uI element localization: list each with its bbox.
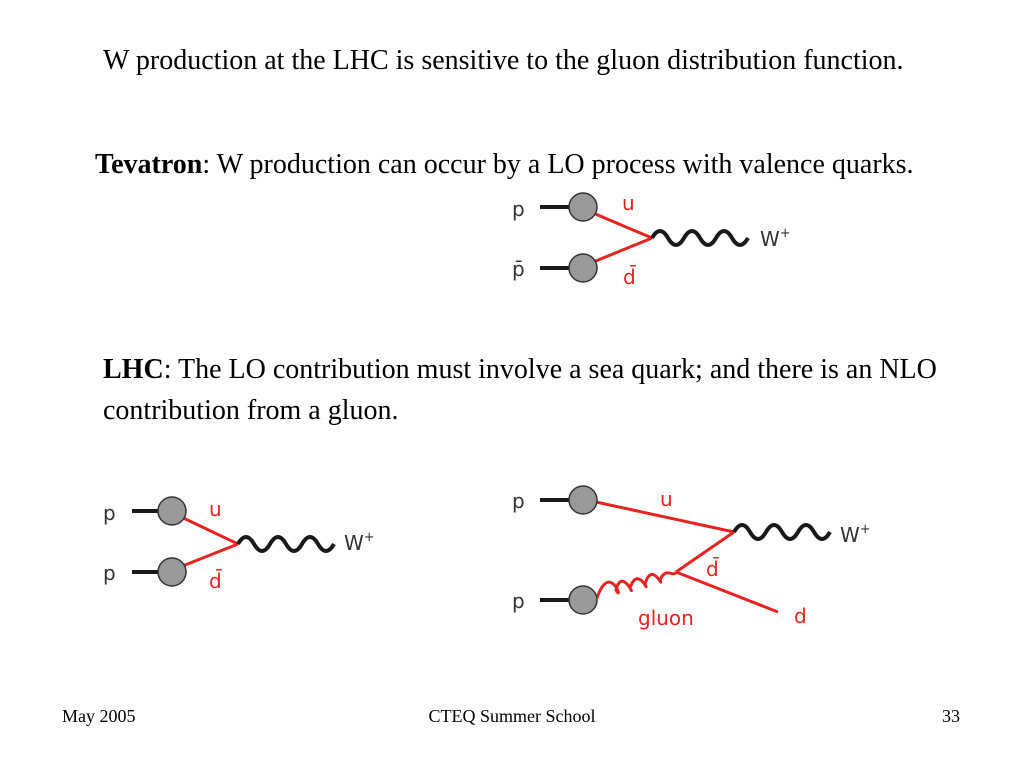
dbar-quark-line (676, 532, 734, 572)
proton-blob (569, 486, 597, 514)
d-label: d (794, 604, 807, 628)
gluon-label: gluon (638, 606, 694, 630)
dbar-label: d̄ (706, 557, 719, 581)
lhc-body: : The LO contribution must involve a sea quark; and there is an NLO contribution from a gluon. (103, 354, 937, 426)
dbar-label: d̄ (623, 265, 636, 289)
w-plus-label: W+ (760, 226, 791, 251)
proton-label: p (512, 489, 525, 513)
w-boson-wavy-line (652, 231, 748, 245)
intro-text: W production at the LHC is sensitive to the gluon distribution function. (103, 45, 904, 76)
proton-label: p (512, 197, 525, 221)
proton-label: p (103, 561, 116, 585)
antiproton-blob (569, 254, 597, 282)
gluon-curly-line (597, 572, 676, 598)
slide-number: 33 (942, 706, 960, 726)
proton-blob (158, 558, 186, 586)
proton-blob (569, 586, 597, 614)
u-label: u (622, 191, 635, 215)
lhc-text (103, 349, 963, 431)
antiproton-label: p̄ (512, 257, 525, 281)
u-label: u (209, 497, 222, 521)
u-quark-line (586, 210, 652, 238)
lhc-lo-feynman-diagram (95, 492, 405, 597)
tevatron-heading: Tevatron (95, 149, 203, 180)
tevatron-body: : W production can occur by a LO process with valence quarks. (202, 149, 914, 180)
proton-blob (569, 193, 597, 221)
w-plus-label: W+ (840, 522, 871, 547)
footer-title: CTEQ Summer School (428, 706, 596, 726)
proton-blob (158, 497, 186, 525)
w-boson-wavy-line (734, 525, 830, 539)
tevatron-feynman-diagram (500, 188, 810, 293)
footer-date: May 2005 (62, 706, 136, 726)
dbar-label: d̄ (209, 569, 222, 593)
w-boson-wavy-line (238, 537, 334, 551)
lhc-heading: LHC (103, 354, 164, 385)
lhc-nlo-feynman-diagram (500, 480, 880, 630)
proton-label: p (103, 501, 116, 525)
u-label: u (660, 487, 673, 511)
tevatron-text (95, 144, 955, 185)
proton-label: p (512, 589, 525, 613)
w-plus-label: W+ (344, 530, 375, 555)
